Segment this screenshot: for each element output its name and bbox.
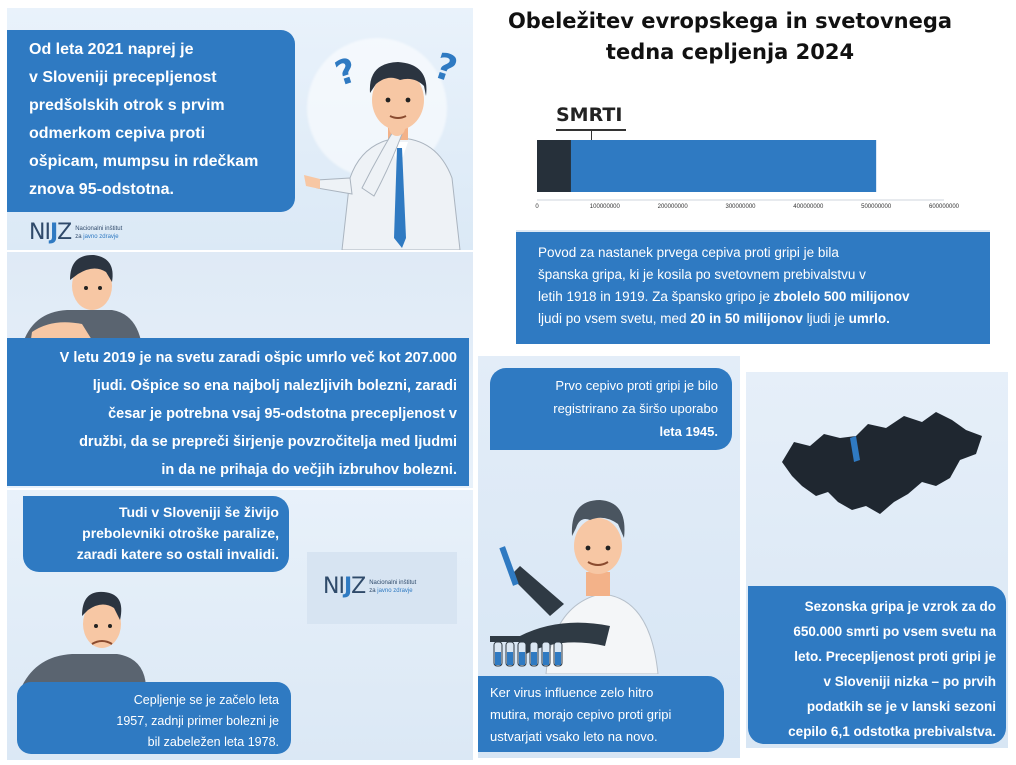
seasonal-flu-box: Sezonska gripa je vzrok za do 650.000 smrti po vsem svetu na leto. Precepljenost proti gripi je v Sloveniji nizka – po prvih podatkih se je v lanski sezoni cepilo 6,1 odstotka prebivalstva.: [748, 586, 1006, 744]
chart-bar-0: [537, 140, 876, 192]
svg-text:?: ?: [330, 50, 362, 95]
spanish-flu-box: Povod za nastanek prvega cepiva proti gripi je bila španska gripa, ki je kosila po svetovnem prebivalstvu v letih 1918 in 1919. Za špansko gripo je zbolelo 500 milijonov ljudi po vsem svetu, med 20 in 50 milijonov ljudi je umrlo.: [516, 232, 990, 344]
measles-deaths-box: V letu 2019 je na svetu zaradi ošpic umrlo več kot 207.000 ljudi. Ošpice so ena najbolj nalezljivih bolezni, zaradi česar je potrebna vsaj 95-odstotna precepljenost v družbi, da se prepreči širjenje povzročitelja med ljudmi in da ne prihaja do večjih izbruhov bolezni.: [7, 338, 469, 486]
chart-x-tick-label: 100000000: [589, 204, 620, 210]
title-line-2: tedna cepljenja 2024: [605, 40, 855, 64]
chart-x-tick-label: 200000000: [657, 204, 688, 210]
slovenia-map: [776, 402, 988, 522]
title-line-1: Obeležitev evropskega in svetovnega: [507, 9, 953, 33]
polio-panel: [7, 490, 473, 760]
measles-intro-panel: [7, 8, 473, 250]
measles-intro-box: Od leta 2021 naprej je v Sloveniji precepljenost predšolskih otrok s prvim odmerkom cepiva proti ošpicam, mumpsu in rdečkam znova 95-odstotna.: [7, 30, 295, 212]
chart-x-tick-label: 300000000: [725, 204, 756, 210]
thinking-man-illustration: [302, 38, 472, 250]
measles-deaths-panel: [7, 252, 473, 488]
chart-area: [516, 98, 990, 230]
scientist-illustration: [490, 486, 710, 674]
seasonal-flu-panel: [746, 372, 1008, 748]
leaning-man-illustration: [12, 252, 152, 346]
nijz-logo: NIJZ Nacionalni inštitut za javno zdravje: [29, 220, 123, 245]
nijz-logo-2: NIJZ Nacionalni inštitut za javno zdravje: [323, 574, 417, 599]
chart-x-tick-label: 500000000: [861, 204, 892, 210]
svg-text:?: ?: [429, 45, 462, 92]
chart-title: SMRTI: [556, 104, 623, 126]
page-title: [460, 6, 1000, 68]
chart-x-tick-label: 0: [535, 204, 539, 210]
chart-x-tick-label: 600000000: [928, 204, 960, 210]
nijz-logo-panel: [307, 552, 457, 624]
polio-vaccination-box: Cepljenje se je začelo leta 1957, zadnji primer bolezni je bil zabeležen leta 1978.: [17, 682, 291, 754]
spanish-flu-panel: [516, 98, 990, 344]
polio-survivors-box: Tudi v Sloveniji še živijo prebolevniki otroške paralize, zaradi katere so ostali invalidi.: [23, 496, 289, 572]
influenza-mutation-box: Ker virus influence zelo hitro mutira, morajo cepivo proti gripi ustvarjati vsako leto na novo.: [478, 676, 724, 752]
first-flu-vaccine-box: Prvo cepivo proti gripi je bilo registrirano za širšo uporabo leta 1945.: [490, 368, 732, 450]
chart-bar-1: [537, 140, 571, 192]
chart-x-tick-label: 400000000: [793, 204, 824, 210]
flu-vaccine-panel: [478, 356, 740, 758]
